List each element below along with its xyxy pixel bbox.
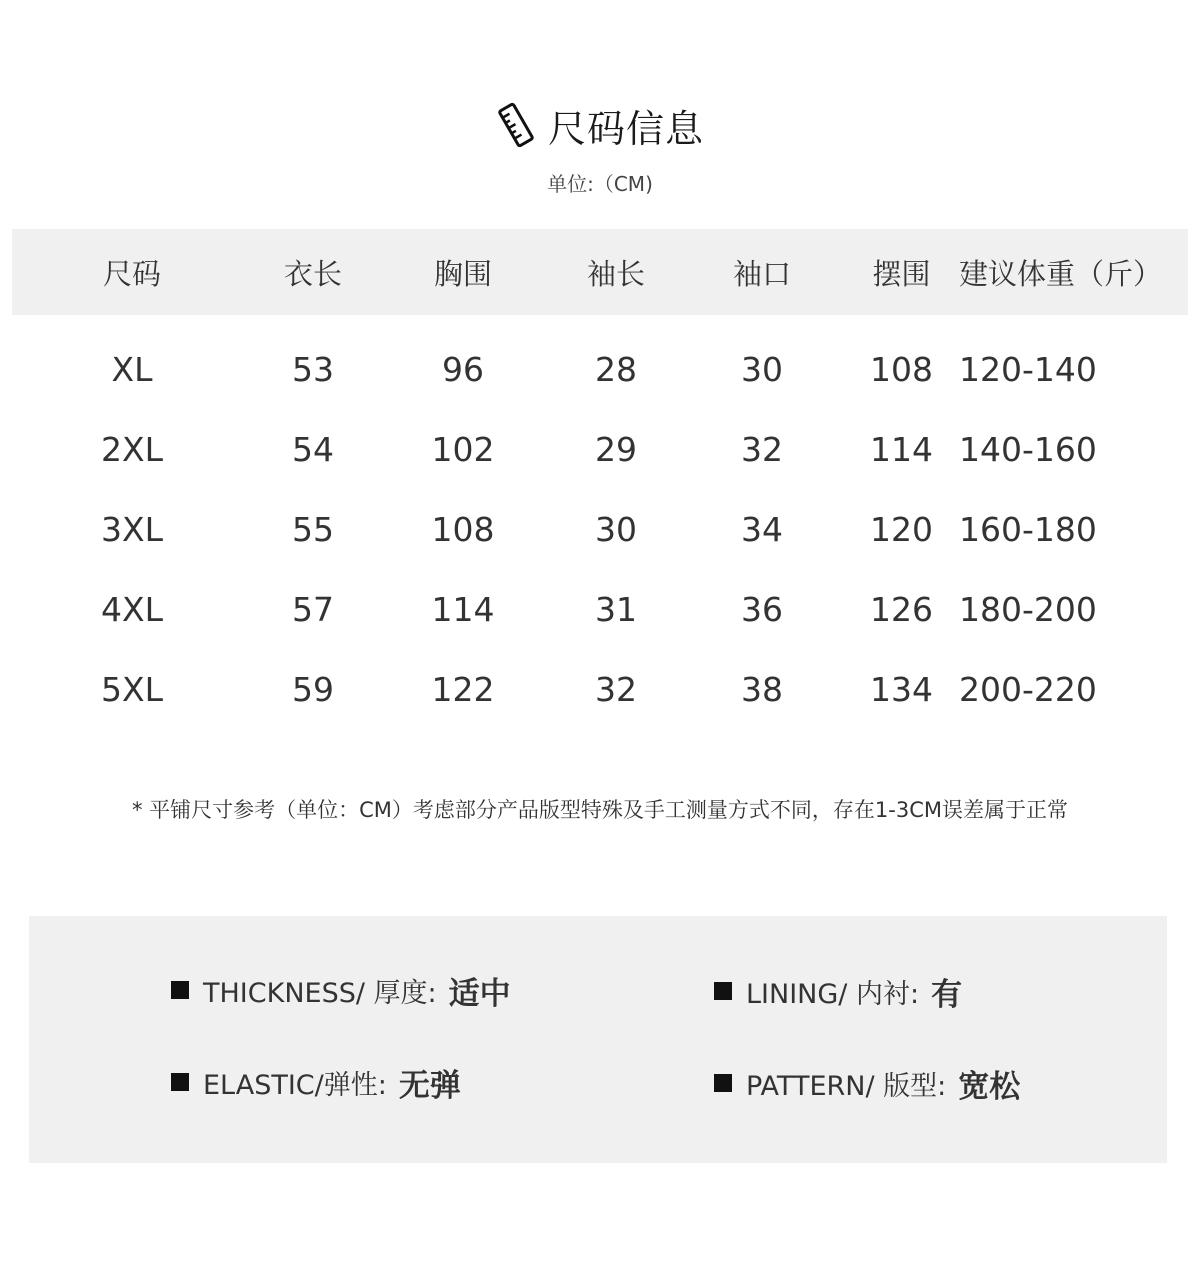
cell-sleeve-length: 29 bbox=[595, 429, 637, 469]
cell-size: 3XL bbox=[101, 509, 163, 549]
square-bullet-icon bbox=[171, 981, 189, 999]
spec-lining bbox=[714, 971, 962, 1011]
header-cuff: 袖口 bbox=[732, 256, 791, 291]
cell-length: 53 bbox=[292, 349, 334, 389]
cell-weight: 120-140 bbox=[959, 349, 1097, 389]
table-row bbox=[12, 315, 1188, 409]
cell-cuff: 32 bbox=[741, 429, 783, 469]
cell-weight: 160-180 bbox=[959, 509, 1097, 549]
cell-hem: 108 bbox=[870, 349, 933, 389]
header-hem: 摆围 bbox=[872, 256, 931, 291]
spec-elastic bbox=[171, 1062, 461, 1102]
cell-length: 54 bbox=[292, 429, 334, 469]
cell-cuff: 30 bbox=[741, 349, 783, 389]
table-header-row bbox=[12, 229, 1188, 315]
spec-value: 宽松 bbox=[958, 1068, 1021, 1105]
header-chest: 胸围 bbox=[433, 256, 492, 291]
header-size: 尺码 bbox=[102, 256, 161, 291]
square-bullet-icon bbox=[171, 1073, 189, 1091]
cell-size: XL bbox=[111, 349, 153, 389]
page-title-row bbox=[0, 100, 1200, 150]
measurement-note: * 平铺尺寸参考（单位：CM）考虑部分产品版型特殊及手工测量方式不同，存在1-3CM误差属于正常 bbox=[131, 798, 1069, 822]
cell-hem: 134 bbox=[870, 669, 933, 709]
spec-value: 有 bbox=[931, 976, 963, 1013]
cell-chest: 102 bbox=[431, 429, 495, 469]
cell-sleeve-length: 30 bbox=[595, 509, 637, 549]
square-bullet-icon bbox=[714, 1074, 732, 1092]
cell-hem: 126 bbox=[870, 589, 933, 629]
header-length: 衣长 bbox=[283, 256, 342, 291]
cell-cuff: 36 bbox=[741, 589, 783, 629]
cell-sleeve-length: 32 bbox=[595, 669, 637, 709]
cell-size: 5XL bbox=[101, 669, 163, 709]
cell-length: 57 bbox=[292, 589, 334, 629]
spec-panel bbox=[29, 916, 1167, 1163]
cell-hem: 120 bbox=[870, 509, 933, 549]
table-row bbox=[12, 569, 1188, 649]
cell-cuff: 38 bbox=[741, 669, 783, 709]
table-row bbox=[12, 409, 1188, 489]
page-title: 尺码信息 bbox=[547, 106, 704, 151]
cell-size: 4XL bbox=[101, 589, 163, 629]
spec-label: ELASTIC/弹性: bbox=[203, 1069, 387, 1101]
cell-sleeve-length: 31 bbox=[595, 589, 637, 629]
header-sleeve-length: 袖长 bbox=[586, 256, 645, 291]
cell-size: 2XL bbox=[101, 429, 163, 469]
cell-sleeve-length: 28 bbox=[595, 349, 637, 389]
cell-weight: 140-160 bbox=[959, 429, 1097, 469]
cell-weight: 180-200 bbox=[959, 589, 1097, 629]
unit-label: 单位:（CM) bbox=[547, 172, 653, 196]
cell-hem: 114 bbox=[870, 429, 933, 469]
cell-length: 59 bbox=[292, 669, 334, 709]
spec-value: 适中 bbox=[448, 975, 511, 1012]
cell-weight: 200-220 bbox=[959, 669, 1097, 709]
cell-length: 55 bbox=[292, 509, 334, 549]
table-row bbox=[12, 649, 1188, 729]
ruler-icon bbox=[496, 101, 536, 149]
cell-chest: 114 bbox=[431, 589, 495, 629]
cell-chest: 108 bbox=[431, 509, 495, 549]
spec-label: THICKNESS/ 厚度: bbox=[203, 977, 437, 1009]
size-chart-table bbox=[12, 229, 1188, 729]
header-weight: 建议体重（斤） bbox=[959, 256, 1163, 291]
spec-pattern bbox=[714, 1063, 1020, 1103]
table-row bbox=[12, 489, 1188, 569]
cell-chest: 122 bbox=[431, 669, 495, 709]
square-bullet-icon bbox=[714, 982, 732, 1000]
spec-value: 无弹 bbox=[398, 1067, 461, 1104]
spec-label: LINING/ 内衬: bbox=[746, 978, 920, 1010]
cell-chest: 96 bbox=[442, 349, 484, 389]
cell-cuff: 34 bbox=[741, 509, 783, 549]
spec-thickness bbox=[171, 970, 511, 1010]
spec-label: PATTERN/ 版型: bbox=[746, 1070, 947, 1102]
